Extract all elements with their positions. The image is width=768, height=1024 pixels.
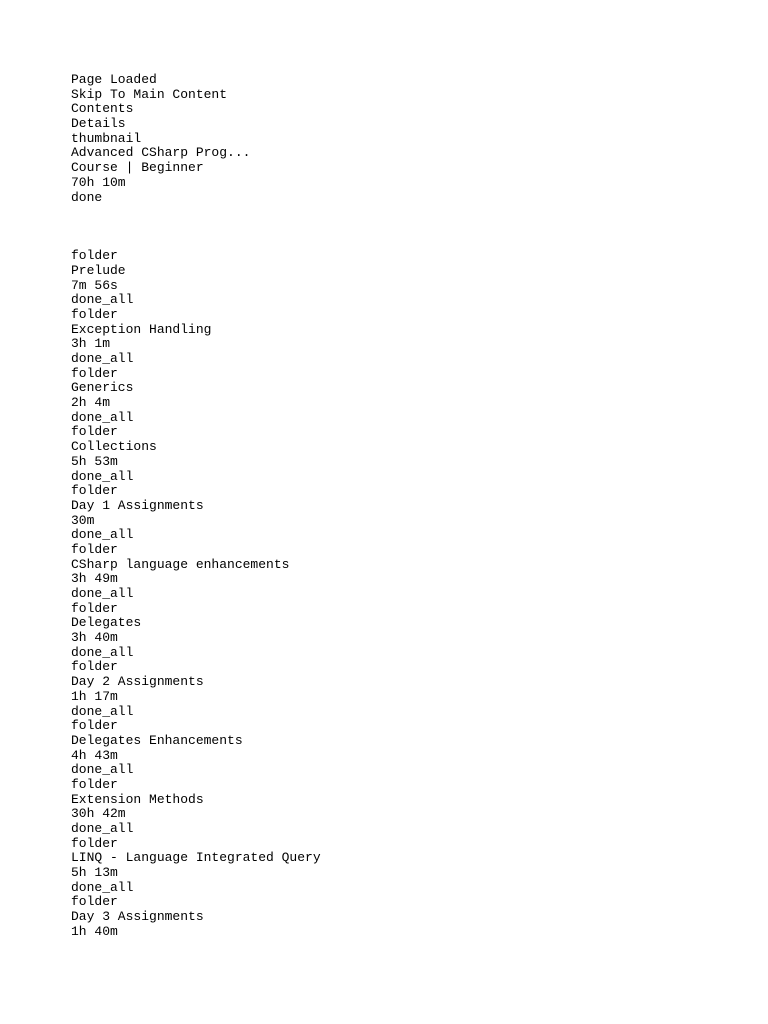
module-duration: 7m 56s	[71, 277, 118, 293]
folder-icon: folder	[71, 541, 118, 557]
module-duration: 5h 53m	[71, 453, 118, 469]
done-all-icon: done_all	[71, 644, 134, 660]
module-item[interactable]	[71, 719, 751, 778]
module-duration: 4h 43m	[71, 747, 118, 763]
module-item[interactable]	[71, 308, 751, 367]
section-gap	[71, 205, 751, 249]
module-title[interactable]: CSharp language enhancements	[71, 556, 290, 572]
folder-icon: folder	[71, 424, 118, 440]
skip-to-main-link[interactable]: Skip To Main Content	[71, 86, 228, 102]
module-duration: 2h 4m	[71, 395, 111, 411]
module-item[interactable]	[71, 895, 751, 939]
module-item[interactable]	[71, 543, 751, 602]
folder-icon: folder	[71, 600, 118, 616]
module-title[interactable]: Prelude	[71, 262, 126, 278]
tab-contents[interactable]: Contents	[71, 101, 134, 117]
done-all-icon: done_all	[71, 409, 134, 425]
module-duration: 1h 17m	[71, 688, 118, 704]
done-all-icon: done_all	[71, 879, 134, 895]
module-item[interactable]	[71, 367, 751, 426]
page-loaded-status: Page Loaded	[71, 72, 157, 87]
done-all-icon: done_all	[71, 351, 134, 366]
module-title[interactable]: LINQ - Language Integrated Query	[71, 850, 321, 866]
module-title[interactable]: Delegates Enhancements	[71, 732, 243, 748]
module-duration: 3h 1m	[71, 336, 111, 352]
course-meta: Course | Beginner	[71, 160, 204, 176]
done-all-icon: done_all	[71, 586, 134, 601]
folder-icon: folder	[71, 718, 118, 734]
module-list	[71, 249, 751, 939]
done-all-icon: done_all	[71, 527, 134, 543]
folder-icon: folder	[71, 776, 118, 792]
module-item[interactable]	[71, 425, 751, 484]
course-thumbnail: thumbnail	[71, 130, 142, 146]
module-duration: 3h 49m	[71, 571, 118, 587]
module-duration: 30m	[71, 512, 95, 528]
done-all-icon: done_all	[71, 703, 134, 719]
module-title[interactable]: Day 2 Assignments	[71, 674, 204, 690]
folder-icon: folder	[71, 894, 118, 910]
module-duration: 30h 42m	[71, 806, 126, 822]
module-title[interactable]: Extension Methods	[71, 791, 204, 807]
course-title: Advanced CSharp Prog...	[71, 145, 251, 161]
module-item[interactable]	[71, 837, 751, 896]
done-all-icon: done_all	[71, 468, 134, 484]
course-duration: 70h 10m	[71, 174, 126, 190]
done-all-icon: done_all	[71, 821, 134, 836]
module-item[interactable]	[71, 778, 751, 837]
done-all-icon: done_all	[71, 292, 134, 308]
module-duration: 3h 40m	[71, 630, 118, 646]
folder-icon: folder	[71, 835, 118, 851]
module-item[interactable]	[71, 249, 751, 308]
folder-icon: folder	[71, 659, 118, 675]
module-title[interactable]: Day 1 Assignments	[71, 497, 204, 513]
module-item[interactable]	[71, 660, 751, 719]
folder-icon: folder	[71, 483, 118, 499]
module-title[interactable]: Generics	[71, 380, 134, 396]
module-title[interactable]: Collections	[71, 439, 157, 455]
folder-icon: folder	[71, 365, 118, 381]
module-title[interactable]: Exception Handling	[71, 321, 212, 337]
folder-icon: folder	[71, 306, 118, 322]
page-root	[71, 73, 751, 940]
done-all-icon: done_all	[71, 762, 134, 778]
module-title[interactable]: Delegates	[71, 615, 142, 631]
module-item[interactable]	[71, 602, 751, 661]
tab-details[interactable]: Details	[71, 116, 126, 132]
module-duration: 5h 13m	[71, 865, 118, 881]
done-icon: done	[71, 189, 103, 205]
module-item[interactable]	[71, 484, 751, 543]
module-duration: 1h 40m	[71, 923, 118, 939]
folder-icon: folder	[71, 248, 118, 264]
module-title[interactable]: Day 3 Assignments	[71, 909, 204, 925]
